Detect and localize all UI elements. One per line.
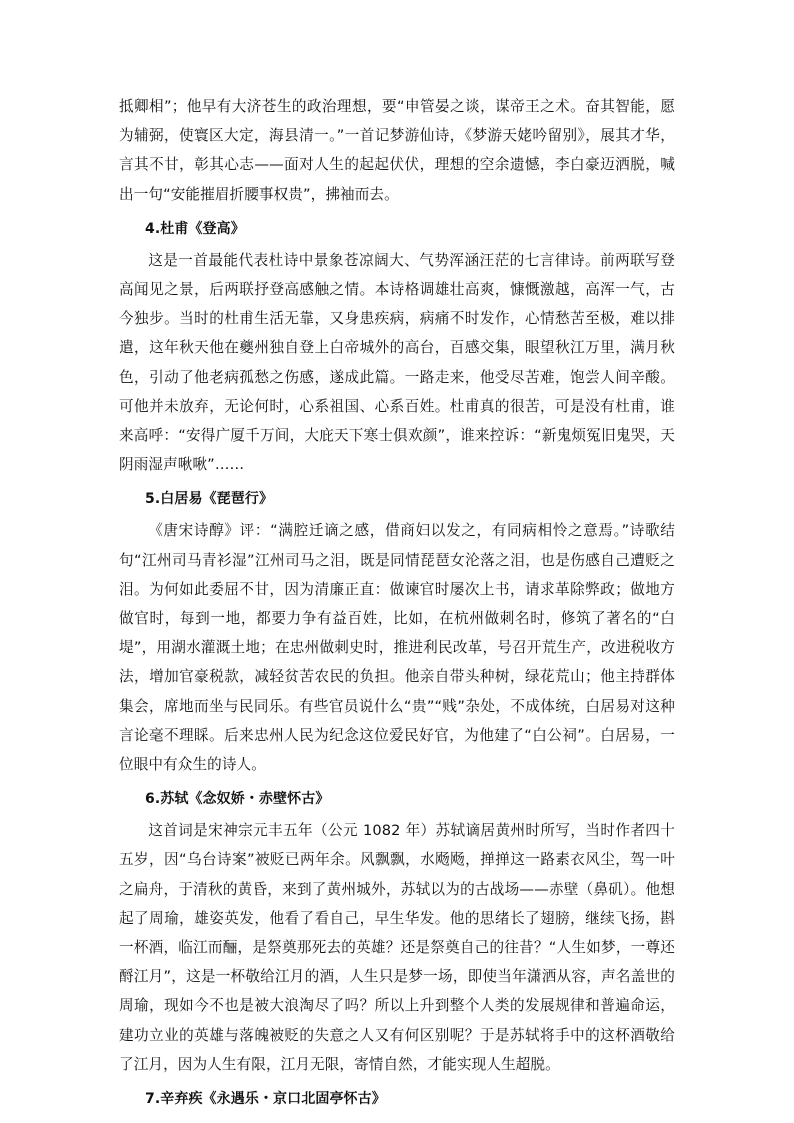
paragraph-bai-juyi: 《唐宋诗醇》评：“满腔迁谪之感，借商妇以发之，有同病相怜之意焉。”诗歌结句“江州司马青衫湿”江州司马之泪，既是同情琵琶女沦落之泪，也是伤感自己遭贬之泪。为何如此委屈不甘，因为清廉正直：做谏官时屡次上书，请求革除弊政；做地方做官时，每到一地，都要力争有益百姓，比如，在杭州做刺名时，修筑了著名的“白堤”，用湖水灌溉土地；在忠州做刺史时，推进利民改革，号召开荒生产，改进税收方法，增加官豪税款，减轻贫苦农民的负担。他亲自带头种树，绿花荒山；他主持群体集会，席地而坐与民同乐。有些官员说什么“贵”“贱”杂处，不成体统，白居易对这种言论毫不理睬。后来忠州人民为纪念这位爱民好官，为他建了“白公祠”。白居易，一位眼中有众生的诗人。 <box>119 522 675 774</box>
paragraph-du-fu: 这是一首最能代表杜诗中景象苍凉阔大、气势浑涵汪茫的七言律诗。前两联写登高闻见之景，后两联抒登高感触之情。本诗格调雄壮高爽，慷慨激越，高浑一气，古今独步。当时的杜甫生活无靠，又身患疾病，病痛不时发作，心情愁苦至极，难以排遣，这年秋天他在夔州独自登上白帝城外的高台，百感交集，眼望秋江万里，满月秋色，引动了他老病孤愁之伤感，遂成此篇。一路走来，他受尽苦难，饱尝人间辛酸。可他并未放弃，无论何时，心系祖国、心系百姓。杜甫真的很苦，可是没有杜甫，谁来高呼：“安得广厦千万间，大庇天下寒士俱欢颜”，谁来控诉：“新鬼烦冤旧鬼哭，天阴雨湿声啾啾”…… <box>119 251 675 474</box>
section-heading-xin-qiji: 7.辛弃疾《永遇乐・京口北固亭怀古》 <box>145 1091 386 1108</box>
section-heading-du-fu: 4.杜甫《登高》 <box>145 220 245 237</box>
paragraph-li-bai-ending: 抵卿相”；他早有大济苍生的政治理想，要“申管晏之谈，谋帝王之术。奋其智能，愿为辅弼，使寰区大定，海县清一。”一首记梦游仙诗，《梦游天姥吟留别》，展其才华，言其不甘，彰其心志——面对人生的起起伏伏，理想的空余遗憾，李白豪迈洒脱，喊出一句“安能摧眉折腰事权贵”，拂袖而去。 <box>119 98 675 203</box>
paragraph-su-shi: 这首词是宋神宗元丰五年（公元 1082 年）苏轼谪居黄州时所写，当时作者四十五岁，因“乌台诗案”被贬已两年余。风飘飘，水飏飏，掸掸这一路素衣风尘，驾一叶之扁舟，于清秋的黄昏，来到了黄州城外，苏轼以为的古战场——赤壁（鼻矶）。他想起了周瑜，雄姿英发，他看了看自己，早生华发。他的思绪长了翅膀，继续飞扬，斟一杯酒，临江而酾，是祭奠那死去的英雄？还是祭奠自己的往昔？“人生如梦，一尊还酹江月”，这是一杯敬给江月的酒，人生只是梦一场，即使当年潇洒从容，声名盖世的周瑜，现如今不也是被大浪淘尽了吗？所以上升到整个人类的发展规律和普遍命运，建功立业的英雄与落魄被贬的失意之人又有何区别呢？于是苏轼将手中的这杯酒敬给了江月，因为人生有限，江月无限，寄情自然，才能实现人生超脱。 <box>119 822 675 1073</box>
section-heading-su-shi: 6.苏轼《念奴娇・赤壁怀古》 <box>145 791 330 808</box>
section-heading-bai-juyi: 5.白居易《琵琶行》 <box>145 491 274 508</box>
document-body <box>119 92 675 1116</box>
